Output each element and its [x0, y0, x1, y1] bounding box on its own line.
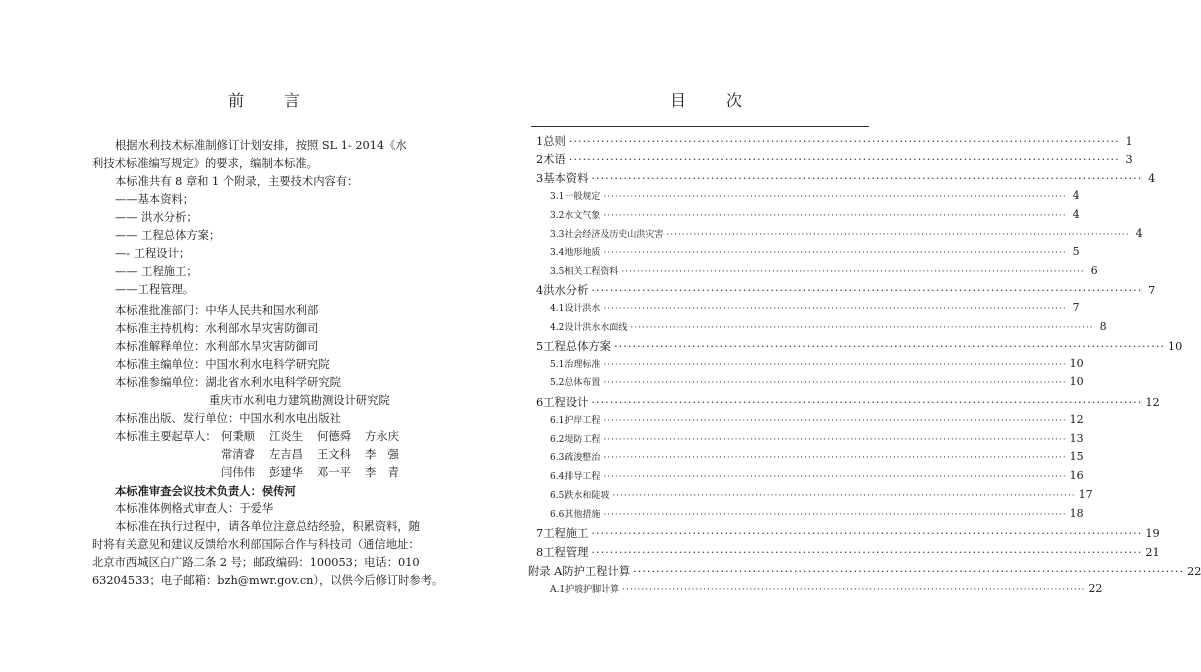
toc-entry-number: 6.1 — [550, 416, 565, 426]
toc-entry-number: 6.4 — [550, 472, 565, 482]
toc-page — [475, 0, 1201, 672]
toc-entry-number: 1 — [536, 135, 544, 148]
toc-entry-page: 1 — [1125, 135, 1133, 148]
contents-intro: 本标准共有 8 章和 1 个附录，主要技术内容有： — [115, 175, 359, 188]
toc-leader-dots: ························································································································ — [568, 153, 1120, 166]
toc-entry-page: 4 — [1135, 227, 1143, 240]
toc-entry-number: 6 — [536, 396, 544, 409]
toc-entry-number: 5 — [536, 340, 544, 353]
toc-entry[interactable] — [550, 208, 1080, 221]
toc-leader-dots: ························································································································ — [603, 435, 1067, 445]
toc-entry[interactable] — [550, 320, 1107, 333]
toc-leader-dots: ························································································································ — [591, 527, 1143, 540]
toc-leader-dots: ························································································································ — [666, 230, 1130, 240]
toc-entry-title: 跌水和陡坡 — [564, 491, 610, 501]
approval-dept: 本标准批准部门：中华人民共和国水利部 — [115, 304, 319, 317]
toc-leader-dots: ························································································································ — [603, 360, 1067, 370]
drafter-name: 方永庆 — [365, 430, 399, 443]
toc-entry-page: 22 — [1187, 565, 1201, 578]
toc-entry[interactable] — [550, 488, 1093, 501]
toc-entry-title: 一般规定 — [564, 192, 601, 202]
toc-entry-title: 术语 — [543, 153, 566, 166]
toc-entry[interactable] — [550, 469, 1084, 482]
toc-entry-number: 3 — [536, 172, 544, 185]
drafter-name: 李 强 — [365, 448, 399, 461]
toc-entry-title: 工程管理 — [543, 546, 589, 559]
toc-entry-title: 总体布置 — [564, 378, 601, 388]
toc-leader-dots: ························································································································ — [603, 378, 1067, 388]
toc-entry-page: 10 — [1167, 340, 1183, 353]
drafter-name: 王文科 — [317, 448, 351, 461]
toc-title: 目 次 — [670, 91, 745, 110]
toc-entry[interactable] — [550, 301, 1080, 314]
toc-entry-page: 4 — [1148, 172, 1156, 185]
foreword-page — [0, 0, 475, 672]
toc-leader-dots: ························································································································ — [633, 565, 1185, 578]
drafter-name: 邓一平 — [317, 466, 351, 479]
toc-entry-number: 6.6 — [550, 510, 565, 520]
foreword-orgs — [92, 302, 444, 590]
note-line-1: 本标准在执行过程中，请各单位注意总结经验，积累资料，随 — [115, 520, 421, 533]
drafters-row-2 — [92, 446, 414, 464]
drafters-row-1 — [92, 428, 414, 446]
toc-entry-number: A.1 — [550, 585, 566, 595]
toc-entry-page: 17 — [1078, 488, 1093, 501]
toc-entry[interactable] — [536, 170, 1156, 186]
toc-entry-page: 6 — [1090, 264, 1098, 277]
drafters-label: 本标准主要起草人： — [115, 430, 217, 443]
toc-entry[interactable] — [550, 189, 1080, 202]
intro-line-1: 根据水利技术标准制修订计划安排，按照 SL 1- 2014《水 — [115, 139, 407, 152]
toc-entry[interactable] — [550, 413, 1084, 426]
toc-entry[interactable] — [550, 375, 1084, 388]
content-item: ——基本资料； — [115, 193, 195, 206]
toc-entry-title: 基本资料 — [543, 172, 589, 185]
toc-entry-title: 洪水分析 — [543, 284, 589, 297]
toc-entry[interactable] — [536, 394, 1160, 410]
toc-entry-title: 地形地质 — [564, 248, 601, 258]
toc-entry-page: 5 — [1072, 245, 1080, 258]
content-item: ——工程管理。 — [115, 283, 195, 296]
toc-entry-title: 设计洪水水面线 — [564, 323, 628, 333]
publisher: 本标准出版、发行单位：中国水利水电出版社 — [115, 412, 341, 425]
drafter-name: 李 青 — [365, 466, 399, 479]
toc-entry-title: 工程施工 — [543, 527, 589, 540]
foreword-title: 前 言 — [228, 91, 303, 110]
toc-entry-page: 21 — [1145, 546, 1160, 559]
toc-leader-dots: ························································································································ — [603, 192, 1067, 202]
drafter-name: 何德舜 — [317, 430, 351, 443]
toc-leader-dots: ························································································································ — [612, 491, 1076, 501]
toc-entry[interactable] — [550, 450, 1084, 463]
toc-entry-page: 19 — [1145, 527, 1160, 540]
toc-entry-number: 6.2 — [550, 435, 565, 445]
toc-entry[interactable] — [536, 525, 1160, 541]
toc-entry-title: 护坡护脚计算 — [565, 585, 620, 595]
note-line-3: 北京市西城区白广路二条 2 号；邮政编码：100053；电话：010 — [92, 556, 420, 569]
toc-entry-number: 8 — [536, 546, 544, 559]
toc-entry-number: 3.2 — [550, 211, 565, 221]
toc-divider — [531, 126, 869, 127]
toc-leader-dots: ························································································································ — [591, 172, 1143, 185]
toc-entry-page: 10 — [1069, 357, 1084, 370]
host-org: 本标准主持机构：水利部水旱灾害防御司 — [115, 322, 319, 335]
drafter-name: 闫伟伟 — [221, 466, 255, 479]
content-item: —- 工程设计； — [115, 247, 191, 260]
content-item: —— 工程施工； — [115, 265, 198, 278]
content-item: —— 洪水分析； — [115, 211, 198, 224]
toc-entry[interactable] — [528, 563, 1201, 579]
toc-entry[interactable] — [550, 264, 1098, 277]
toc-entry-title: 工程总体方案 — [543, 340, 611, 353]
toc-entry-title: 护岸工程 — [564, 416, 601, 426]
toc-leader-dots: ························································································································ — [603, 248, 1067, 258]
toc-entry-number: 6.5 — [550, 491, 565, 501]
drafter-name: 江炎生 — [269, 430, 303, 443]
toc-entry-page: 15 — [1069, 450, 1084, 463]
toc-entry-page: 8 — [1099, 320, 1107, 333]
toc-entry-title: 社会经济及历史山洪灾害 — [564, 230, 664, 240]
toc-entry-title: 排导工程 — [564, 472, 601, 482]
toc-entry-page: 7 — [1148, 284, 1156, 297]
toc-entry-page: 10 — [1069, 375, 1084, 388]
toc-entry-number: 4.1 — [550, 304, 565, 314]
toc-leader-dots: ························································································································ — [603, 510, 1067, 520]
toc-entry-title: 防护工程计算 — [562, 565, 631, 578]
foreword-body — [92, 137, 414, 299]
tech-lead: 本标准审查会议技术负责人：侯传河 — [115, 484, 296, 498]
toc-leader-dots: ························································································································ — [591, 546, 1143, 559]
drafter-name: 何秉顺 — [221, 430, 255, 443]
toc-leader-dots: ························································································································ — [613, 340, 1165, 353]
toc-leader-dots: ························································································································ — [603, 304, 1067, 314]
toc-leader-dots: ························································································································ — [603, 211, 1067, 221]
toc-entry-page: 18 — [1069, 507, 1084, 520]
toc-entry-number: 3.5 — [550, 267, 565, 277]
toc-entry-title: 相关工程资料 — [564, 267, 619, 277]
toc-entry-page: 12 — [1069, 413, 1084, 426]
content-item: —— 工程总体方案； — [115, 229, 221, 242]
note-line-2: 时将有关意见和建议反馈给水利部国际合作与科技司（通信地址： — [92, 538, 420, 551]
toc-leader-dots: ························································································································ — [603, 416, 1067, 426]
toc-entry-title: 其他措施 — [564, 510, 601, 520]
toc-entry-page: 4 — [1072, 208, 1080, 221]
toc-entry-number: 4 — [536, 284, 544, 297]
toc-entry-title: 治理标准 — [564, 360, 601, 370]
toc-leader-dots: ························································································································ — [603, 453, 1067, 463]
toc-entry-page: 7 — [1072, 301, 1080, 314]
toc-entry[interactable] — [536, 282, 1156, 298]
format-reviewer: 本标准体例格式审查人：于爱华 — [115, 502, 274, 515]
toc-entry-page: 22 — [1088, 582, 1103, 595]
toc-entry[interactable] — [536, 338, 1183, 354]
chief-editor: 本标准主编单位：中国水利水电科学研究院 — [115, 358, 330, 371]
toc-entry-number: 3.4 — [550, 248, 565, 258]
interpret-unit: 本标准解释单位：水利部水旱灾害防御司 — [115, 340, 319, 353]
toc-entry[interactable] — [536, 133, 1133, 149]
toc-entry[interactable] — [536, 151, 1133, 167]
toc-entry-page: 3 — [1125, 153, 1133, 166]
toc-leader-dots: ························································································································ — [568, 135, 1120, 148]
toc-leader-dots: ························································································································ — [591, 396, 1143, 409]
drafters-row-3 — [92, 464, 414, 482]
toc-entry-title: 设计洪水 — [564, 304, 601, 314]
toc-entry-title: 疏浚整治 — [564, 453, 601, 463]
drafter-name: 常清睿 — [221, 448, 255, 461]
toc-entry-number: 5.2 — [550, 378, 565, 388]
toc-entry-number: 4.2 — [550, 323, 565, 333]
toc-entry-number: 3.1 — [550, 192, 565, 202]
toc-leader-dots: ························································································································ — [621, 267, 1085, 277]
toc-entry-number: 7 — [536, 527, 544, 540]
note-line-4: 63204533；电子邮箱：bzh@mwr.gov.cn），以供今后修订时参考。 — [92, 574, 444, 587]
toc-entry-title: 水文气象 — [564, 211, 601, 221]
toc-leader-dots: ························································································································ — [630, 323, 1094, 333]
toc-leader-dots: ························································································································ — [622, 585, 1086, 595]
toc-entry-number: 2 — [536, 153, 544, 166]
toc-entry-title: 堤防工程 — [564, 435, 601, 445]
toc-leader-dots: ························································································································ — [603, 472, 1067, 482]
toc-entry[interactable] — [536, 544, 1160, 560]
toc-entry-title: 总则 — [543, 135, 566, 148]
toc-entry[interactable] — [550, 432, 1084, 445]
toc-entry[interactable] — [550, 507, 1084, 520]
drafter-name: 左吉昌 — [269, 448, 303, 461]
toc-leader-dots: ························································································································ — [591, 284, 1143, 297]
toc-entry-page: 16 — [1069, 469, 1084, 482]
co-editor-1: 本标准参编单位：湖北省水利水电科学研究院 — [115, 376, 341, 389]
toc-entry-page: 4 — [1072, 189, 1080, 202]
intro-line-2: 利技术标准编写规定》的要求，编制本标准。 — [92, 157, 318, 170]
toc-entry-number: 附录 A — [528, 565, 563, 578]
drafter-name: 彭建华 — [269, 466, 303, 479]
toc-entry-page: 12 — [1145, 396, 1160, 409]
toc-entry[interactable] — [550, 357, 1084, 370]
toc-entry[interactable] — [550, 582, 1103, 595]
toc-entry[interactable] — [550, 245, 1080, 258]
toc-entry-page: 13 — [1069, 432, 1084, 445]
toc-entry-title: 工程设计 — [543, 396, 589, 409]
toc-entry-number: 3.3 — [550, 230, 565, 240]
co-editor-2: 重庆市水利电力建筑勘测设计研究院 — [209, 394, 390, 407]
toc-entry-number: 5.1 — [550, 360, 565, 370]
toc-entry-number: 6.3 — [550, 453, 565, 463]
toc-entry[interactable] — [550, 227, 1143, 240]
